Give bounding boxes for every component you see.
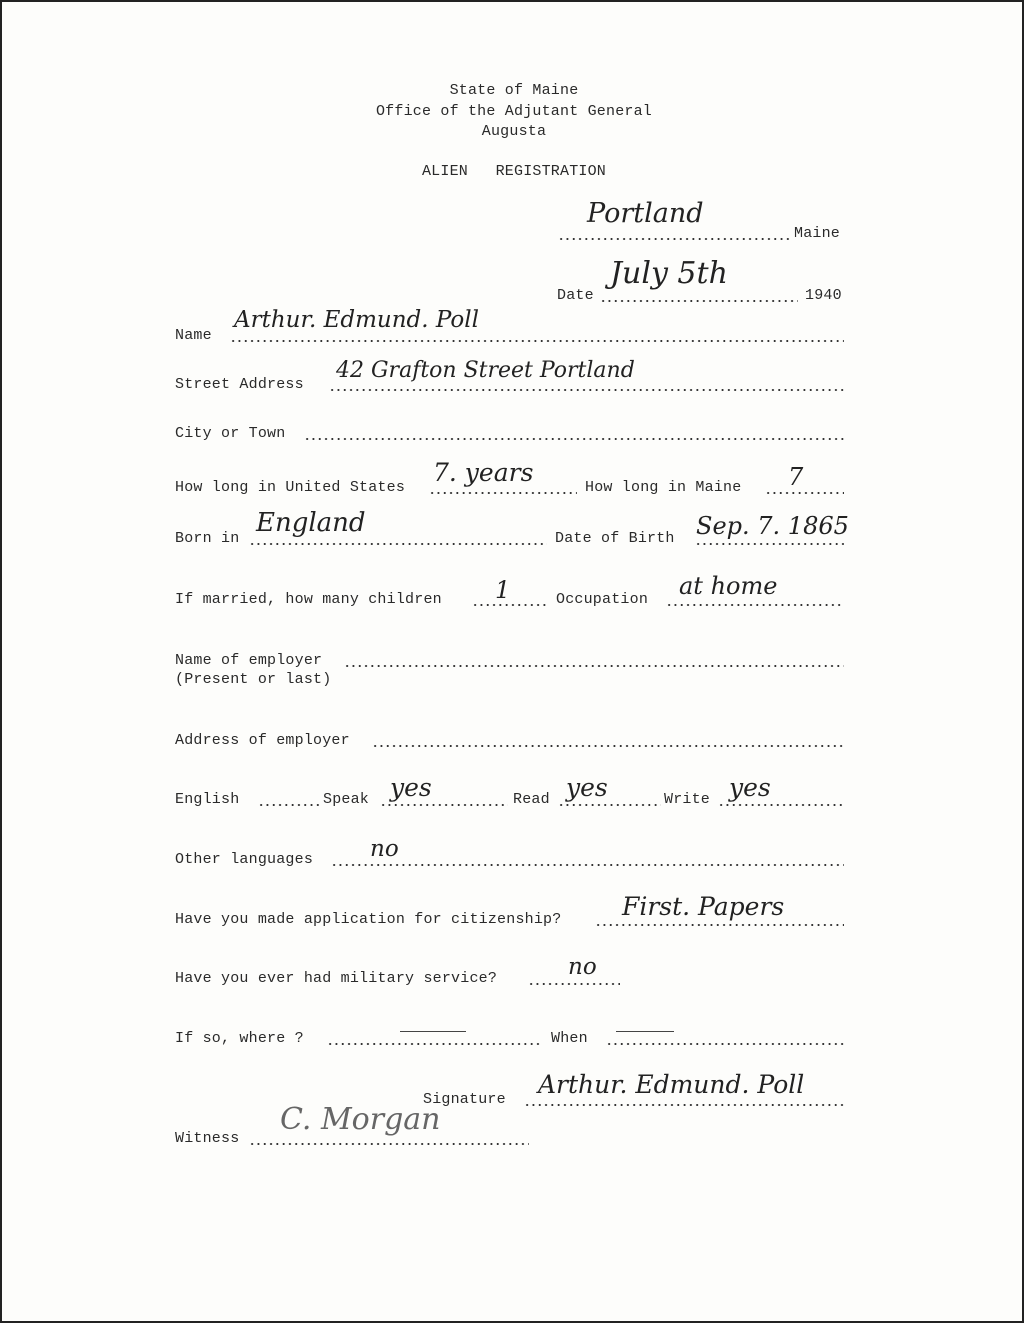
- speak-label: Speak: [323, 791, 370, 808]
- name-dotted-line: [230, 340, 844, 342]
- how-long-us-dotted-line: [429, 492, 577, 494]
- street-address-value: 42 Grafton Street Portland: [336, 358, 635, 383]
- write-dotted-line: [718, 804, 844, 806]
- when-dash-mark: [616, 1031, 674, 1032]
- date-of-birth-value: Sep. 7. 1865: [696, 512, 849, 540]
- where-label: If so, where ?: [175, 1030, 304, 1047]
- place-state-label: Maine: [794, 225, 841, 242]
- other-languages-label: Other languages: [175, 851, 314, 868]
- speak-value: yes: [390, 773, 432, 802]
- when-label: When: [551, 1030, 588, 1047]
- where-dash-mark: [400, 1031, 466, 1032]
- form-title: ALIEN REGISTRATION: [421, 163, 607, 180]
- signature-dotted-line: [524, 1104, 844, 1106]
- employer-address-dotted-line: [372, 745, 844, 747]
- date-dotted-line: [600, 300, 798, 302]
- english-label: English: [175, 791, 240, 808]
- city-heading: Augusta: [481, 123, 547, 140]
- read-dotted-line: [558, 804, 661, 806]
- military-dotted-line: [528, 983, 620, 985]
- occupation-value: at home: [679, 572, 778, 600]
- how-long-maine-label: How long in Maine: [585, 479, 742, 496]
- born-in-value: England: [256, 508, 366, 538]
- city-or-town-dotted-line: [304, 438, 844, 440]
- place-value: Portland: [587, 198, 704, 229]
- employer-address-label: Address of employer: [175, 732, 350, 749]
- english-dotted-line: [258, 804, 320, 806]
- employer-name-sublabel: (Present or last): [175, 671, 332, 688]
- place-dotted-line: [558, 238, 790, 240]
- employer-name-label: Name of employer: [175, 652, 323, 669]
- citizenship-value: First. Papers: [622, 892, 785, 921]
- witness-signature: C. Morgan: [280, 1102, 441, 1137]
- how-long-maine-dotted-line: [765, 492, 844, 494]
- date-label: Date: [557, 287, 594, 304]
- date-year: 1940: [805, 287, 842, 304]
- how-long-maine-value: 7: [788, 463, 804, 491]
- when-dotted-line: [606, 1043, 844, 1045]
- read-label: Read: [513, 791, 550, 808]
- employer-name-dotted-line: [344, 665, 844, 667]
- born-in-dotted-line: [249, 543, 547, 545]
- how-long-us-label: How long in United States: [175, 479, 406, 496]
- other-languages-dotted-line: [331, 864, 844, 866]
- name-value: Arthur. Edmund. Poll: [234, 307, 479, 333]
- where-dotted-line: [327, 1043, 543, 1045]
- street-address-label: Street Address: [175, 376, 304, 393]
- witness-label: Witness: [175, 1130, 240, 1147]
- military-label: Have you ever had military service?: [175, 970, 498, 987]
- date-value: July 5th: [610, 256, 728, 291]
- street-address-dotted-line: [329, 389, 844, 391]
- occupation-label: Occupation: [556, 591, 649, 608]
- how-long-us-value: 7. years: [433, 458, 534, 487]
- citizenship-dotted-line: [595, 924, 844, 926]
- children-label: If married, how many children: [175, 591, 442, 608]
- state-heading: State of Maine: [449, 82, 579, 99]
- citizenship-label: Have you made application for citizenship?: [175, 911, 562, 928]
- witness-dotted-line: [249, 1143, 529, 1145]
- write-label: Write: [664, 791, 711, 808]
- write-value: yes: [729, 773, 771, 802]
- occupation-dotted-line: [666, 604, 844, 606]
- military-value: no: [568, 954, 597, 980]
- signature-label: Signature: [423, 1091, 506, 1108]
- name-label: Name: [175, 327, 212, 344]
- office-heading: Office of the Adjutant General: [375, 103, 653, 120]
- other-languages-value: no: [370, 836, 399, 862]
- children-dotted-line: [472, 604, 549, 606]
- born-in-label: Born in: [175, 530, 240, 547]
- signature-value: Arthur. Edmund. Poll: [538, 1070, 805, 1099]
- children-value: 1: [495, 576, 511, 604]
- speak-dotted-line: [380, 804, 508, 806]
- read-value: yes: [566, 773, 608, 802]
- city-or-town-label: City or Town: [175, 425, 286, 442]
- date-of-birth-dotted-line: [695, 543, 844, 545]
- date-of-birth-label: Date of Birth: [555, 530, 675, 547]
